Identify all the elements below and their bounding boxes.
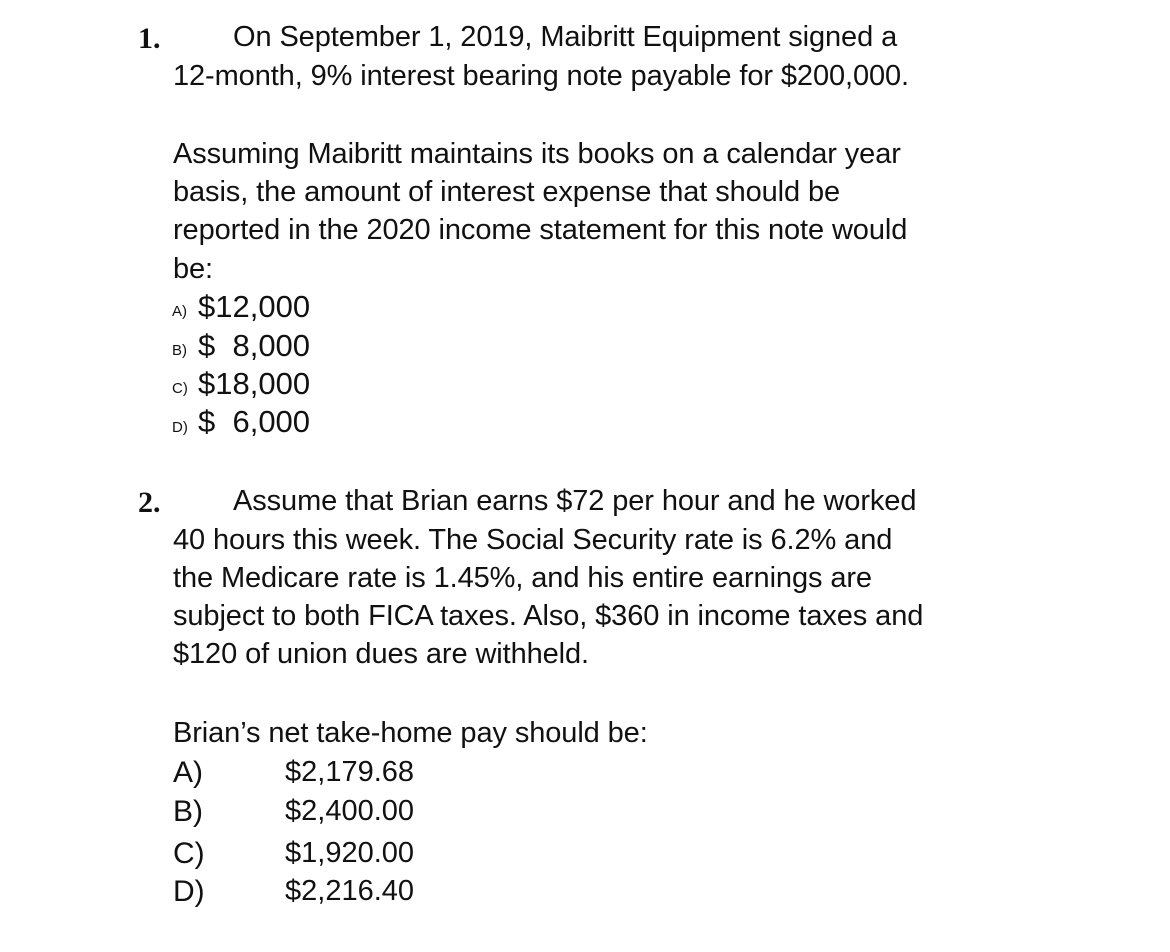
question-2-option-d-value: $2,216.40 bbox=[285, 875, 415, 907]
question-1-option-a-value: $12,000 bbox=[198, 289, 311, 324]
question-1-option-c-letter: C) bbox=[172, 380, 188, 397]
question-1-option-b-letter: B) bbox=[172, 342, 187, 359]
question-2-option-b-value: $2,400.00 bbox=[285, 795, 415, 827]
question-1-option-d-value: $ 6,000 bbox=[198, 404, 311, 439]
question-1-line-3: Assuming Maibritt maintains its books on a calendar year bbox=[173, 138, 901, 170]
question-2-line-4: subject to both FICA taxes. Also, $360 in income taxes and bbox=[173, 600, 924, 632]
question-1-option-b-value: $ 8,000 bbox=[198, 328, 311, 363]
question-2-line-3: the Medicare rate is 1.45%, and his entire earnings are bbox=[173, 562, 872, 594]
question-1-option-c-value: $18,000 bbox=[198, 366, 311, 401]
question-2-line-2: 40 hours this week. The Social Security rate is 6.2% and bbox=[173, 524, 893, 556]
question-2-option-c-value: $1,920.00 bbox=[285, 837, 415, 869]
question-1-line-6: be: bbox=[173, 253, 214, 285]
question-2-option-c-letter: C) bbox=[173, 837, 205, 870]
question-1-line-5: reported in the 2020 income statement for this note would bbox=[173, 214, 908, 246]
question-2-option-a-letter: A) bbox=[173, 756, 203, 789]
question-1-line-4: basis, the amount of interest expense that should be bbox=[173, 176, 841, 208]
question-2-option-b-letter: B) bbox=[173, 795, 203, 828]
question-1-line-2: 12-month, 9% interest bearing note payable for $200,000. bbox=[173, 60, 910, 92]
question-1-option-d-letter: D) bbox=[172, 419, 188, 436]
question-2-line-5: $120 of union dues are withheld. bbox=[173, 638, 589, 670]
question-2-number: 2. bbox=[138, 486, 161, 519]
question-2-prompt: Brian’s net take-home pay should be: bbox=[173, 717, 648, 749]
question-2-option-d-letter: D) bbox=[173, 875, 205, 908]
question-1-number: 1. bbox=[138, 22, 161, 55]
question-2-option-a-value: $2,179.68 bbox=[285, 756, 415, 788]
question-1-line-1: On September 1, 2019, Maibritt Equipment signed a bbox=[233, 21, 898, 53]
question-2-line-1: Assume that Brian earns $72 per hour and he worked bbox=[233, 485, 917, 517]
question-1-option-a-letter: A) bbox=[172, 303, 187, 320]
